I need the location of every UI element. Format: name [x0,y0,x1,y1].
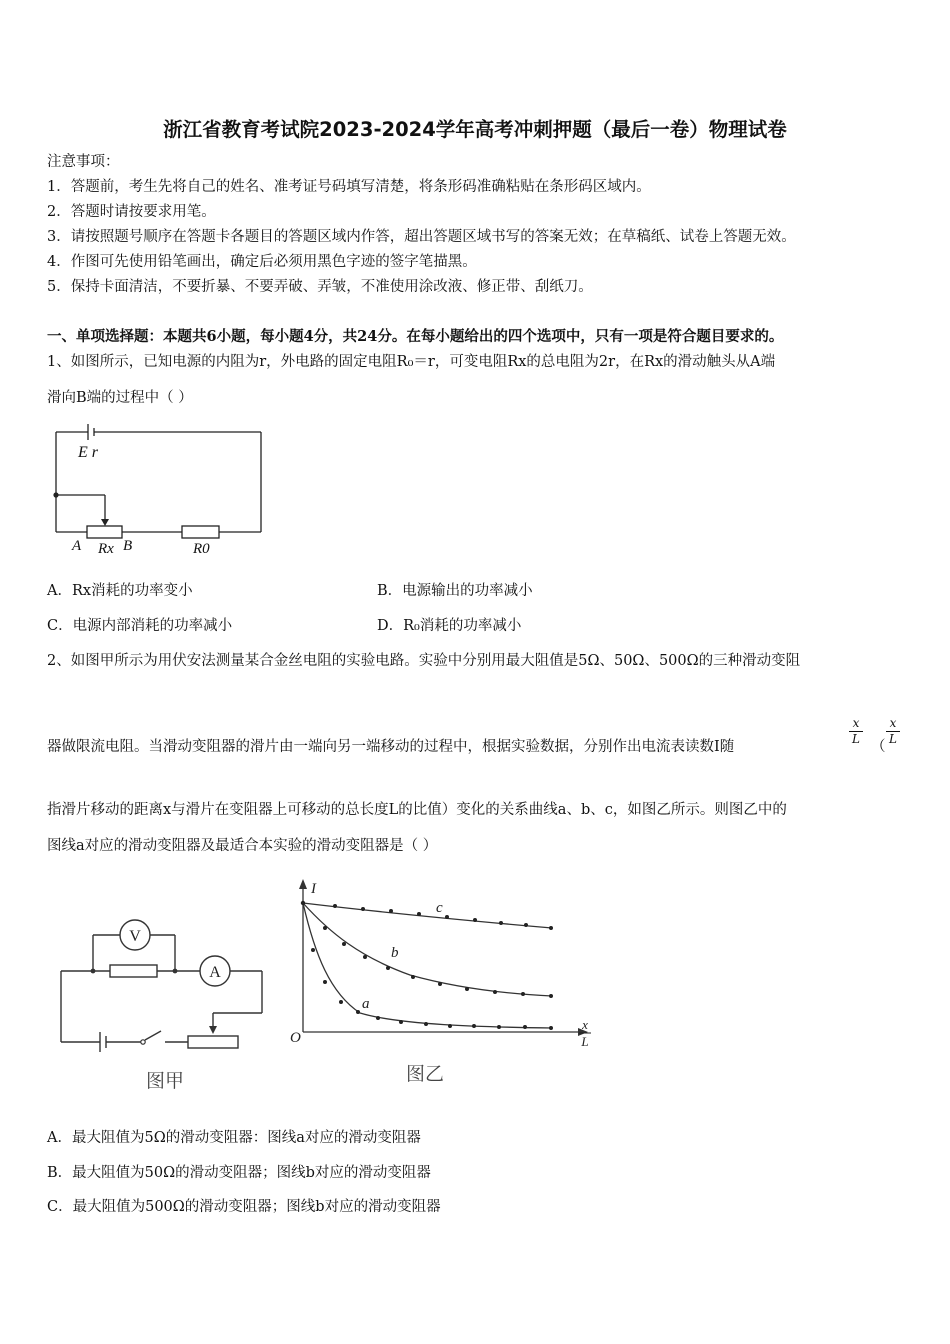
notice-item-5: 5．保持卡面清洁，不要折暴、不要弄破、弄皱，不准使用涂改液、修正带、刮纸刀。 [47,279,593,295]
q2-text-line2: 器做限流电阻。当滑动变阻器的滑片由一端向另一端移动的过程中，根据实验数据，分别作出电流表读数I随 [47,739,735,755]
ammeter-label: A [209,964,221,981]
q2-text-line3: 指滑片移动的距离x与滑片在变阻器上可移动的总长度L的比值）变化的关系曲线a、b、c，如图乙所示。则图乙中的 [47,802,787,818]
notice-item-4: 4．作图可先使用铅笔画出，确定后必须用黑色字迹的签字笔描黑。 [47,254,477,270]
q1-circuit-diagram [50,420,275,565]
rx-label: Rx [98,541,114,557]
q1-option-c: C．电源内部消耗的功率减小 [47,618,233,634]
q1-option-a: A．Rx消耗的功率变小 [47,583,193,599]
q2-option-c: C．最大阻值为500Ω的滑动变阻器；图线b对应的滑动变阻器 [47,1199,441,1215]
y-axis-arrow-icon [299,879,307,889]
notice-heading: 注意事项： [47,154,120,170]
voltmeter-label: V [129,928,141,945]
fraction-x-over-l-1 [849,717,863,746]
curve-a [303,903,552,1028]
fraction-numerator: x [889,716,897,730]
q1-text-line2: 滑向B端的过程中（ ） [47,390,193,406]
q1-option-b: B．电源输出的功率减小 [377,583,533,599]
fraction-numerator: x [852,716,860,730]
terminal-a-label: A [72,538,82,554]
q2-text-line1: 2、如图甲所示为用伏安法测量某合金丝电阻的实验电路。实验中分别用最大阻值是5Ω、50Ω、500Ω的三种滑动变阻 [47,653,801,669]
figure-caption-jia: 图甲 [145,1071,185,1092]
fraction-denominator: L [852,732,860,746]
curve-c [303,903,552,928]
q1-text-line1: 1、如图所示，已知电源的内阻为r，外电路的固定电阻R₀＝r，可变电阻Rx的总电阻为2r，在Rx的滑动触头从A端 [47,354,776,370]
slider-arrow-icon [209,1026,217,1034]
slider-arrow-icon [101,519,109,526]
q2-option-b: B．最大阻值为50Ω的滑动变阻器；图线b对应的滑动变阻器 [47,1165,431,1181]
source-label: E r [78,444,98,461]
section-heading: 一、单项选择题：本题共6小题，每小题4分，共24分。在每小题给出的四个选项中，只有一项是符合题目要求的。 [47,328,784,345]
y-axis-label: I [311,881,316,897]
origin-label: O [290,1030,301,1046]
fraction-x-over-l-2 [886,717,900,746]
page-title: 浙江省教育考试院2023-2024学年高考冲刺押题（最后一卷）物理试卷 [163,118,787,141]
curve-c-label: c [436,900,443,916]
notice-item-2: 2．答题时请按要求用笔。 [47,204,216,220]
curve-a-label: a [362,996,370,1012]
x-axis-label-numerator: x [582,1017,588,1032]
fraction-denominator: L [889,732,897,746]
r0-label: R0 [193,541,210,557]
terminal-b-label: B [123,538,133,554]
q2-text-line4: 图线a对应的滑动变阻器及最适合本实验的滑动变阻器是（ ） [47,838,438,854]
notice-item-1: 1．答题前，考生先将自己的姓名、准考证号码填写清楚，将条形码准确粘贴在条形码区域内。 [47,179,651,195]
q1-option-d: D．R₀消耗的功率减小 [377,618,522,634]
notice-item-3: 3．请按照题号顺序在答题卡各题目的答题区域内作答，超出答题区域书写的答案无效；在草稿纸、试卷上答题无效。 [47,229,796,245]
q2-figure-yi [280,875,610,1090]
figure-caption-yi: 图乙 [405,1064,445,1085]
q2-figure-jia [55,915,270,1095]
curve-b-label: b [391,945,399,961]
x-axis-label-denominator: L [581,1034,589,1049]
q2-option-a: A．最大阻值为5Ω的滑动变阻器：图线a对应的滑动变阻器 [47,1130,421,1146]
q2-paren-open: （ [871,739,886,755]
